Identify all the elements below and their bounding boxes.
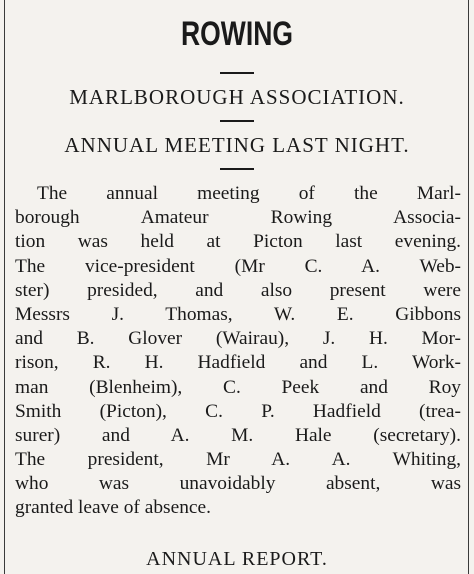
section-heading-annual-report: ANNUAL REPORT. <box>146 548 328 570</box>
body-line: surer) and A. M. Hale (secretary). <box>15 424 461 446</box>
divider-dash-2 <box>220 120 254 122</box>
body-line: rison, R. H. Hadfield and L. Work- <box>15 352 461 374</box>
divider-dash-3 <box>220 168 254 170</box>
body-line: The president, Mr A. A. Whiting, <box>15 449 461 471</box>
article-body <box>15 182 461 521</box>
body-line: Smith (Picton), C. P. Hadfield (trea- <box>15 400 461 422</box>
body-line: Messrs J. Thomas, W. E. Gibbons <box>15 303 461 325</box>
body-line: The annual meeting of the Marl- <box>37 183 461 204</box>
body-line: The vice-president (Mr C. A. Web- <box>15 255 461 277</box>
body-line: ster) presided, and also present were <box>15 279 461 301</box>
divider-dash-1 <box>220 72 254 74</box>
headline: ROWING <box>181 15 293 53</box>
body-line: granted leave of absence. <box>15 497 211 519</box>
body-line: tion was held at Picton last evening. <box>15 231 461 253</box>
body-line: who was unavoidably absent, was <box>15 473 461 495</box>
body-line: borough Amateur Rowing Associa- <box>15 207 461 229</box>
subheading-association: MARLBOROUGH ASSOCIATION. <box>69 85 405 109</box>
body-line: and B. Glover (Wairau), J. H. Mor- <box>15 328 461 350</box>
body-line: man (Blenheim), C. Peek and Roy <box>15 376 461 398</box>
subheading-meeting: ANNUAL MEETING LAST NIGHT. <box>64 133 410 157</box>
